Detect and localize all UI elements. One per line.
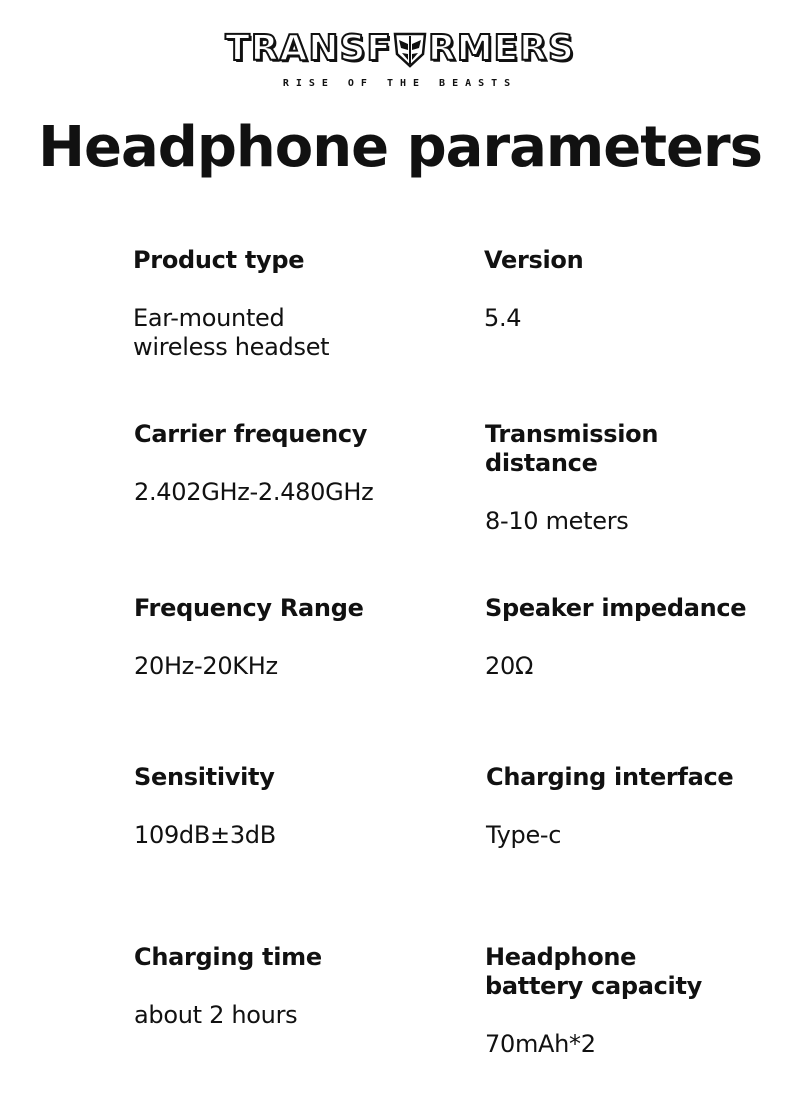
param-speaker-impedance (485, 594, 785, 681)
autobot-emblem-icon (393, 30, 427, 68)
param-value: Type-c (486, 821, 562, 849)
param-label: Frequency Range (134, 594, 364, 622)
param-transmission-distance (485, 420, 785, 536)
param-value: 5.4 (484, 304, 522, 332)
param-value: 70mAh*2 (485, 1030, 596, 1058)
param-value: 20Hz-20KHz (134, 652, 278, 680)
param-value: about 2 hours (134, 1001, 298, 1029)
param-value: 2.402GHz-2.480GHz (134, 478, 374, 506)
param-label: Speaker impedance (485, 594, 747, 622)
param-battery-capacity (485, 943, 785, 1059)
param-label: Sensitivity (134, 763, 275, 791)
param-version (484, 246, 784, 333)
param-charging-time (134, 943, 434, 1030)
param-label: Transmission distance (485, 420, 659, 477)
param-label: Charging interface (486, 763, 734, 791)
param-label: Product type (133, 246, 305, 274)
param-product-type (133, 246, 433, 362)
brand-logo (0, 28, 800, 89)
param-frequency-range (134, 594, 434, 681)
param-value: 109dB±3dB (134, 821, 276, 849)
logo-wordmark (225, 28, 575, 70)
logo-text-right: RMERS (428, 28, 575, 69)
param-sensitivity (134, 763, 434, 850)
param-carrier-frequency (134, 420, 434, 507)
param-value: 20Ω (485, 652, 533, 680)
param-value: Ear-mounted wireless headset (133, 304, 330, 361)
logo-subtitle: RISE OF THE BEASTS (282, 78, 518, 89)
param-label: Carrier frequency (134, 420, 368, 448)
param-label: Charging time (134, 943, 322, 971)
param-charging-interface (486, 763, 786, 850)
page-title: Headphone parameters (38, 115, 762, 180)
logo-text-left: TRANSF (225, 28, 392, 69)
param-label: Version (484, 246, 584, 274)
param-label: Headphone battery capacity (485, 943, 703, 1000)
param-value: 8-10 meters (485, 507, 629, 535)
